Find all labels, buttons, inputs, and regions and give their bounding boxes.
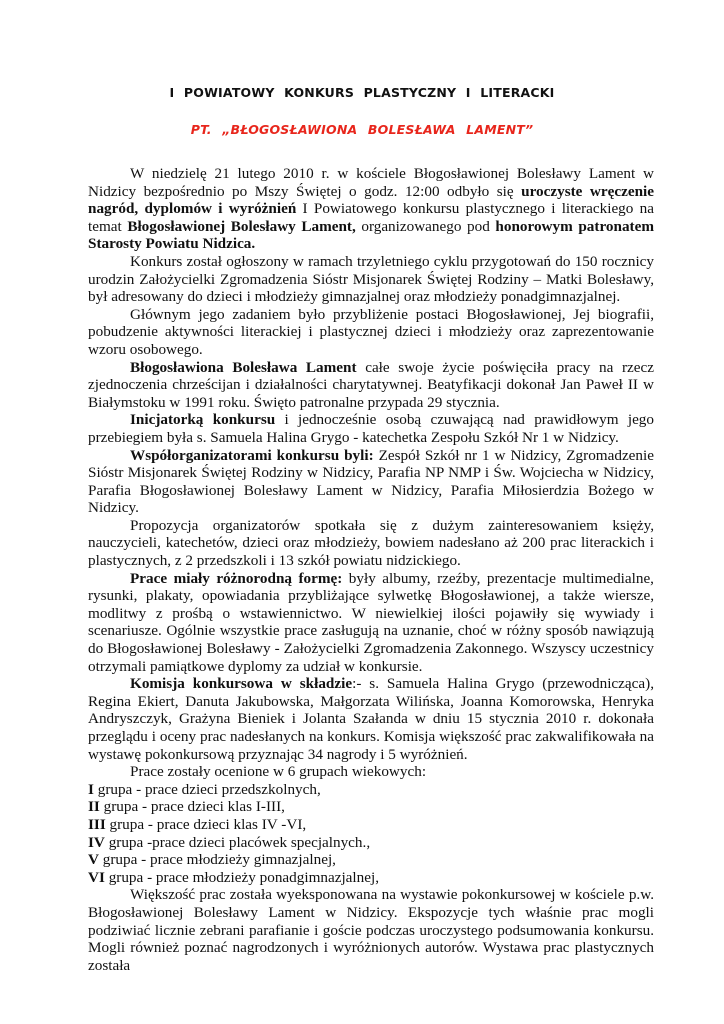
paragraph-initiator: Inicjatorką konkursu i jednocześnie osobą czuwającą nad prawidłowym jego przebiegiem była s. Samuela Halina Grygo - katechetka Zespołu Szkół Nr 1 w Nidzicy. <box>88 411 654 446</box>
document-subtitle: PT. „BŁOGOSŁAWIONA BOLESŁAWA LAMENT” <box>190 122 534 137</box>
paragraph-commission: Komisja konkursowa w składzie:- s. Samuela Halina Grygo (przewodnicząca), Regina Ekiert, Danuta Jakubowska, Małgorzata Wilińska, Joanna Komorowska, Henryka Andryszczyk, Grażyna Bieniek i Jolanta Szałanda w dniu 15 stycznia 2010 r. dokonała przeglądu i oceny prac nadesłanych na konkurs. Komisja większość prac zakwalifikowała na wystawę pokonkursową przyznając 34 nagrody i 5 wyróżnień. <box>88 675 654 763</box>
paragraph-announcement: Konkurs został ogłoszony w ramach trzyletniego cyklu przygotowań do 150 rocznicy urodzin Założycielki Zgromadzenia Sióstr Misjonarek Świętej Rodziny – Matki Bolesławy, był adresowany do dzieci i młodzieży gimnazjalnej oraz młodzieży ponadgimnazjalnej. <box>88 252 654 306</box>
list-item-group-3: III grupa - prace dzieci klas IV -VI, <box>88 815 307 833</box>
list-item-group-5: V grupa - prace młodzieży gimnazjalnej, <box>88 851 336 869</box>
paragraph-interest: Propozycja organizatorów spotkała się z dużym zainteresowaniem księży, nauczycieli, katechetów, dzieci oraz młodzieży, bowiem nadesłano aż 200 prac literackich i plastycznych, z 2 przedszkoli i 13 szkół powiatu nidzickiego. <box>88 516 654 570</box>
list-item-group-2: II grupa - prace dzieci klas I-III, <box>88 798 285 816</box>
document-body <box>88 165 654 974</box>
paragraph-groups-intro: Prace zostały ocenione w 6 grupach wiekowych: <box>130 763 427 781</box>
paragraph-ceremony: W niedzielę 21 lutego 2010 r. w kościele Błogosławionej Bolesławy Lament w Nidzicy bezpośrednio po Mszy Świętej o godz. 12:00 odbyło się uroczyste wręczenie nagród, dyplomów i wyróżnień I Powiatowego konkursu plastycznego i literackiego na temat Błogosławionej Bolesławy Lament, organizowanego pod honorowym patronatem Starosty Powiatu Nidzica. <box>88 165 654 253</box>
list-item-group-6: VI grupa - prace młodzieży ponadgimnazjalnej, <box>88 868 379 886</box>
list-item-group-1: I grupa - prace dzieci przedszkolnych, <box>88 780 321 798</box>
document-title: I POWIATOWY KONKURS PLASTYCZNY I LITERACKI <box>169 85 555 100</box>
paragraph-goal: Głównym jego zadaniem było przybliżenie postaci Błogosławionej, Jej biografii, pobudzenie aktywności literackiej i plastycznej dzieci i młodzieży oraz zaprezentowanie wzoru osobowego. <box>88 305 654 358</box>
paragraph-exhibition: Większość prac została wyeksponowana na wystawie pokonkursowej w kościele p.w. Błogosławionej Bolesławy Lament w Nidzicy. Ekspozycje tych właśnie prac mogli podziwiać licznie zebrani parafianie i goście podczas uroczystego podsumowania konkursu. Mogli również poznać nagrodzonych i wyróżnionych autorów. Wystawa prac plastycznych została <box>88 886 654 974</box>
list-item-group-4: IV grupa -prace dzieci placówek specjalnych., <box>88 833 371 851</box>
paragraph-coorganizers: Współorganizatorami konkursu byli: Zespół Szkół nr 1 w Nidzicy, Zgromadzenie Sióstr Misjonarek Świętej Rodziny w Nidzicy, Parafia NP NMP i Św. Wojciecha w Nidzicy, Parafia Błogosławionej Bolesławy Lament w Nidzicy, Parafia Miłosierdzia Bożego w Nidzicy. <box>88 446 654 517</box>
paragraph-blessed: Błogosławiona Bolesława Lament całe swoje życie poświęciła pracy na rzecz zjednoczenia chrześcijan i działalności charytatywnej. Beatyfikacji dokonał Jan Paweł II w Białymstoku w 1991 roku. Święto patronalne przypada 29 stycznia. <box>88 358 654 411</box>
paragraph-forms: Prace miały różnorodną formę: były albumy, rzeźby, prezentacje multimedialne, rysunki, plakaty, opowiadania przybliżające sylwetkę Błogosławionej, a także wiersze, modlitwy z prośbą o wstawiennictwo. W niewielkiej ilości pojawiły się wywiady i scenariusze. Ogólnie wszystkie prace zasługują na uznanie, choć w różny sposób nawiązują do Błogosławionej Bolesławy - Założycielki Zgromadzenia Zakonnego. Wszyscy uczestnicy otrzymali pamiątkowe dyplomy za udział w konkursie. <box>88 569 654 675</box>
